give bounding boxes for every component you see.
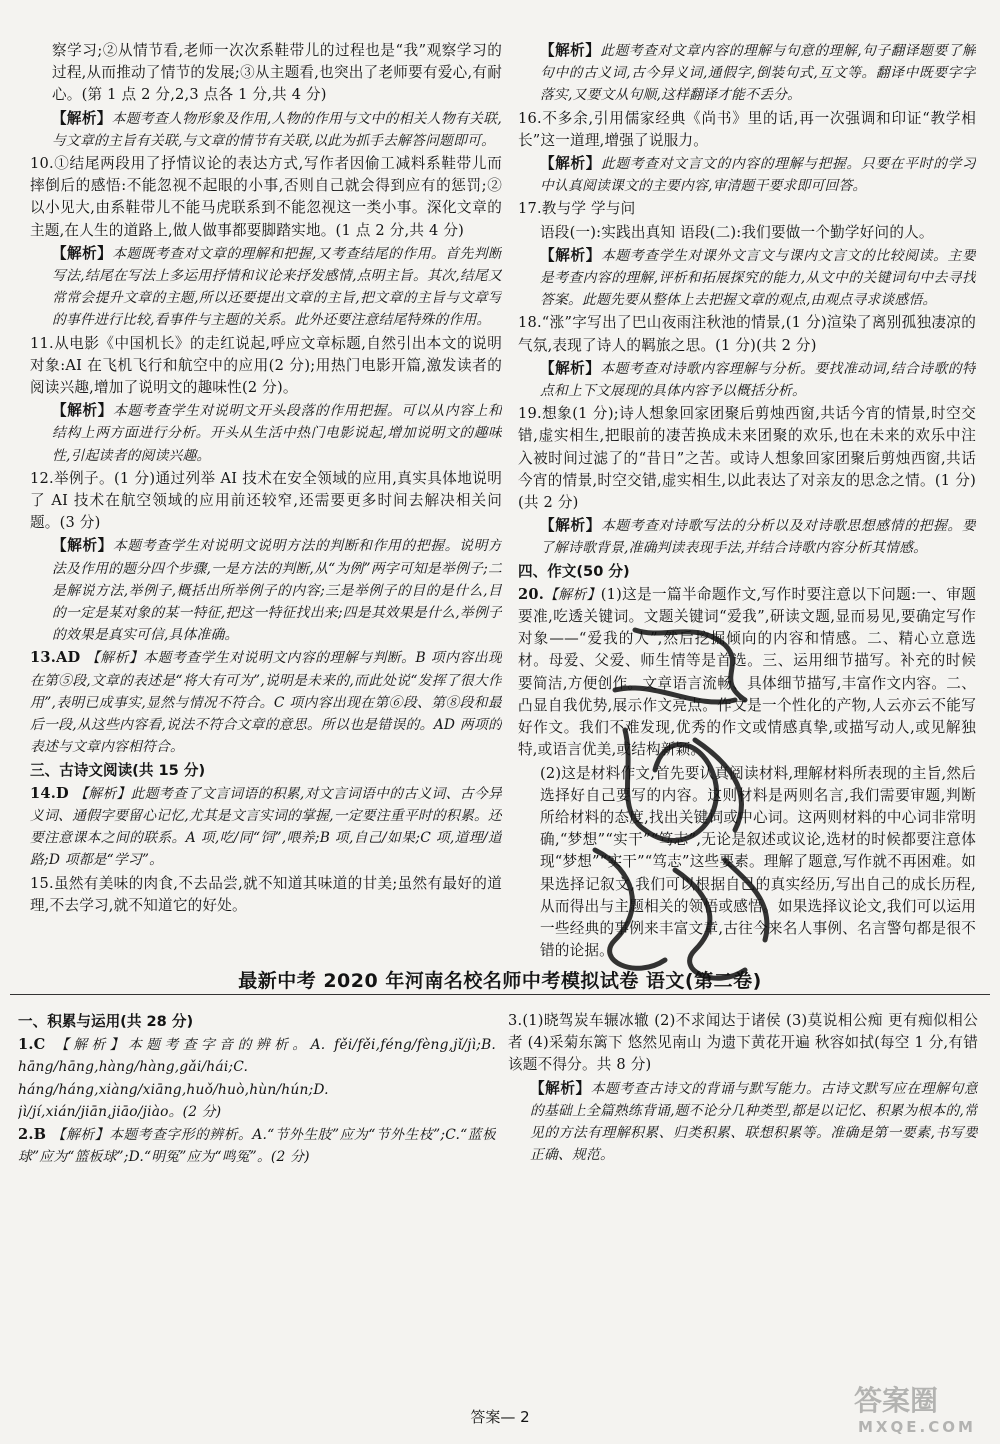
paragraph-text: 本题考查古诗文的背诵与默写能力。古诗文默写应在理解句意的基础上全篇熟练背诵,题不论分几种类型,都是以记忆、积累为根本的,常见的方法有理解积累、归类积累、联想积累等。准确是第一要素,书写要正确、规范。	[530, 1080, 978, 1164]
analysis-paragraph	[30, 108, 502, 152]
paragraph-text: 12.举例子。(1 分)通过列举 AI 技术在安全领域的应用,真实具体地说明了 AI 技术在航空领域的应用前还较窄,还需要更多时间去解决相关问题。(3 分)	[30, 469, 502, 532]
analysis-text: 【解析】	[544, 586, 601, 603]
paragraph-text: 本题既考查对文章的理解和把握,又考查结尾的作用。首先判断写法,结尾在写法上多运用抒情和议论来抒发感情,点明主旨。其次,结尾又常常会提升文章的主题,所以还要提出文章的主旨,把文章的主旨与文章写的事件进行比较,看事件与主题的关系。此外还要注意结尾特殊的作用。	[52, 245, 502, 329]
analysis-text: 【解析】此题考查了文言词语的积累,对文言词语中的古义词、古今异义词、通假字要留心记忆,尤其是文言实词的掌握,一定要注重平时的积累。还要注意课本之间的联系。A 项,吃/同“饲”,喂养;B 项,自己/如果;C 项,道理/道路;D 项都是“学习”。	[30, 785, 502, 869]
paragraph-text: 此题考查对文章内容的理解与句意的理解,句子翻译题要了解句中的古义词,古今异义词,通假字,倒装句式,互文等。翻译中既要字字落实,又要文从句顺,这样翻译才能不丢分。	[540, 43, 976, 104]
paragraph-text: 3.(1)晓驾炭车辗冰辙 (2)不求闻达于诸侯 (3)莫说相公痴 更有痴似相公者 (4)采菊东篱下 悠然见南山 为遗下黄花开遍 秋容如拭(每空 1 分,有错该题不得分。共 8 分)	[508, 1012, 978, 1074]
paragraph-text: 察学习;②从情节看,老师一次次系鞋带儿的过程也是“我”观察学习的过程,从而推动了情节的发展;③从主题看,也突出了老师要有爱心,有耐心。(第 1 点 2 分,2,3 点各 1 分,共 4 分)	[52, 42, 502, 104]
paragraph-text: 本题考查对诗歌写法的分析以及对诗歌思想感情的把握。要了解诗歌背景,准确判读表现手法,并结合诗歌内容分析其情感。	[540, 518, 976, 557]
answer-paragraph	[518, 222, 976, 244]
paragraph-text: 19.想象(1 分);诗人想象回家团聚后剪烛西窗,共话今宵的情景,时空交错,虚实相生,把眼前的凄苦换成未来团聚的欢乐,也在未来的欢乐中注入被时间过滤了的“昔日”之苦。或诗人想象回家团聚后剪烛西窗,共话今宵的情景,时空交错,虚实相生,以此表达了对亲友的思念之情。(1 分)(共 2 分)	[518, 405, 976, 512]
analysis-paragraph	[30, 243, 502, 332]
item-label: 【解析】	[540, 359, 601, 377]
analysis-paragraph	[518, 358, 976, 402]
paragraph-text: 10.①结尾两段用了抒情议论的表达方式,写作者因偷工减料系鞋带儿而摔倒后的感悟:不能忽视不起眼的小事,否则自己就会得到应有的惩罚;②以小见大,由系鞋带儿不能马虎联系到不能忽视这一类小事。深化文章的主题,在人生的道路上,做人做事都要脚踏实地。(1 点 2 分,共 4 分)	[30, 155, 502, 239]
analysis-paragraph	[508, 1078, 978, 1167]
answer-paragraph	[518, 584, 976, 762]
item-label: 20.	[518, 585, 544, 603]
paragraph-text: 本题考查人物形象及作用,人物的作用与文中的相关人物有关联,与文章的主旨有关联,与文章的情节有关联,以此为抓手去解答问题即可。	[52, 110, 502, 149]
answer-paragraph	[30, 873, 502, 917]
paragraph-text: 本题考查对诗歌内容理解与分析。要找准动词,结合诗歌的特点和上下文展现的具体内容予以概括分析。	[540, 360, 976, 400]
answer-paragraph	[508, 1010, 978, 1077]
item-label: 【解析】	[52, 402, 113, 420]
section-heading: 三、古诗文阅读(共 15 分)	[30, 761, 206, 779]
answer-paragraph	[30, 40, 502, 107]
page-number: 答案— 2	[470, 1408, 530, 1426]
paragraph-text: 17.教与学 学与问	[518, 200, 636, 218]
paragraph-text: (2)这是材料作文,首先要认真阅读材料,理解材料所表现的主旨,然后选择好自己要写的内容。这则材料是两则名言,我们需要审题,判断所给材料的态度,找出关键词或中心词。这两则材料的中心词非常明确,“梦想”“实干”“笃志”,无论是叙述或议论,选材的时候都要注意体现“梦想”“实干”“笃志”这些要素。理解了题意,写作就不再困难。如果选择记叙文,我们可以根据自己的真实经历,写出自己的成长历程,从而得出与主题相关的领悟或感悟。如果选择议论文,我们可以运用一些经典的事例来丰富文章,古往今来名人事例、名言警句都是很不错的论据。	[540, 764, 976, 958]
answer-paragraph	[30, 333, 502, 400]
item-label: 【解析】	[540, 517, 601, 535]
item-label: 【解析】	[540, 155, 601, 173]
analysis-text: 【解析】本题考查字形的辨析。A.“节外生肢”应为“节外生枝”;C.“蓝板球”应为“篮板球”;D.“明冤”应为“鸣冤”。(2 分)	[18, 1127, 496, 1166]
item-label: 【解析】	[52, 244, 113, 262]
answer-paragraph	[518, 403, 976, 514]
analysis-paragraph	[518, 153, 976, 197]
paragraph-text: 本题考查学生对课外文言文与课内文言文的比较阅读。主要是考查内容的理解,评析和拓展探究的能力,从文中的关键词句中去寻找答案。此题先要从整体上去把握文章的观点,由观点寻求谈感悟。	[540, 247, 976, 309]
answer-paragraph	[30, 783, 502, 872]
bottom-left-column	[18, 1010, 496, 1390]
analysis-text: 【解析】本题考查学生对说明文内容的理解与判断。B 项内容出现在第⑤段,文章的表述是“将大有可为”,说明是未来的,而此处说“发挥了很大作用”,表明已成事实,显然与情况不符合。C 项内容出现在第⑥段、第⑧段和最后一段,从这些内容看,说法不符合文章的意思。所以也是错误的。AD 两项的表述与文章内容相符合。	[30, 650, 502, 756]
paragraph-text: 此题考查对文言文的内容的理解与把握。只要在平时的学习中认真阅读课文的主要内容,审清题干要求即可回答。	[540, 156, 976, 195]
item-label: 14.D	[30, 784, 75, 802]
item-label: 【解析】	[540, 42, 601, 59]
exam-title: 最新中考 2020 年河南名校名师中考模拟试卷 语文(第二卷)	[238, 970, 762, 992]
analysis-paragraph	[518, 245, 976, 312]
item-label: 1.C	[18, 1036, 55, 1054]
analysis-paragraph	[518, 40, 976, 107]
analysis-paragraph	[30, 400, 502, 467]
answer-paragraph	[18, 1124, 496, 1168]
item-label: 【解析】	[52, 537, 113, 555]
paragraph-text: 16.不多余,引用儒家经典《尚书》里的话,再一次强调和印证“教学相长”这一道理,增强了说服力。	[518, 109, 976, 149]
right-column	[518, 40, 976, 958]
item-label: 2.B	[18, 1126, 52, 1144]
answer-paragraph	[518, 108, 976, 152]
item-label: 【解析】	[540, 246, 601, 264]
paragraph-text: 本题考查学生对说明文说明方法的判断和作用的把握。说明方法及作用的题分四个步骤,一是方法的判断,从“为例”两字可知是举例子;二是解说方法,举例子,概括出所举例子的内容;三是举例子的目的是什么,目的一定是某对象的某一特征,把这一特征找出来;四是其效果是什么,举例子的效果是真实可信,具体准确。	[52, 538, 502, 644]
paragraph-text: 11.从电影《中国机长》的走红说起,呼应文章标题,自然引出本文的说明对象:AI 在飞机飞行和航空中的应用(2 分);用热门电影开篇,激发读者的阅读兴趣,增加了说明文的趣味性(2 分)。	[30, 334, 502, 397]
answer-paragraph	[518, 198, 976, 220]
answer-paragraph	[18, 1034, 496, 1123]
section-heading: 四、作文(50 分)	[518, 562, 630, 580]
logo-text: 答案圈	[854, 1384, 939, 1417]
paragraph-text: 15.虽然有美味的肉食,不去品尝,就不知道其味道的甘美;虽然有最好的道理,不去学习,就不知道它的好处。	[30, 874, 502, 914]
item-label: 13.AD	[30, 649, 86, 667]
analysis-paragraph	[518, 515, 976, 559]
paragraph-text: 语段(一):实践出真知 语段(二):我们要做一个勤学好问的人。	[540, 223, 934, 241]
answer-paragraph	[30, 647, 502, 758]
bottom-right-column	[508, 1010, 978, 1390]
logo-url: MXQE.COM	[858, 1418, 976, 1436]
paragraph-text: 18.“涨”字写出了巴山夜雨注秋池的情景,(1 分)渲染了离别孤独凄凉的气氛,表现了诗人的羁旅之思。(1 分)(共 2 分)	[518, 314, 976, 354]
left-column	[30, 40, 502, 958]
answer-paragraph	[518, 312, 976, 356]
section-heading: 一、积累与运用(共 28 分)	[18, 1013, 194, 1030]
answer-paragraph	[518, 763, 976, 959]
item-label: 【解析】	[530, 1079, 591, 1097]
title-divider	[10, 994, 990, 995]
paragraph-text: (1)这是一篇半命题作文,写作时要注意以下问题:一、审题要准,吃透关键词。文题关键词“爱我”,研读文题,显而易见,要确定写作对象——“爱我的人”,然后挖掘倾向的内容和情感。二、精心立意选材。母爱、父爱、师生情等是首选。三、运用细节描写。补充的时候要简洁,方便创作。文章语言流畅、具体细节描写,丰富作文内容。二、凸显自我优势,展示作文亮点。作文是一个性化的产物,人云亦云不能写好作文。我们不难发现,优秀的作文或情感真挚,或描写动人,或见解独特,或语言优美,或结构新颖。	[518, 585, 976, 759]
paragraph-text: 本题考查学生对说明文开头段落的作用把握。可以从内容上和结构上两方面进行分析。开头从生活中热门电影说起,增加说明文的趣味性,引起读者的阅读兴趣。	[52, 403, 502, 464]
answer-paragraph	[30, 468, 502, 535]
answer-paragraph	[30, 153, 502, 242]
item-label: 【解析】	[52, 109, 112, 127]
analysis-text: 【解析】本题考查字音的辨析。A. fěi/fěi,féng/fèng,jǐ/jì;B. hāng/hāng,hàng/hàng,gǎi/hái;C. háng/háng,xiàng/xiāng,huǒ/huò,hùn/hún;D. jì/jí,xián/jiān,jiāo/jiào。(2 分)	[18, 1037, 496, 1120]
analysis-paragraph	[30, 535, 502, 646]
